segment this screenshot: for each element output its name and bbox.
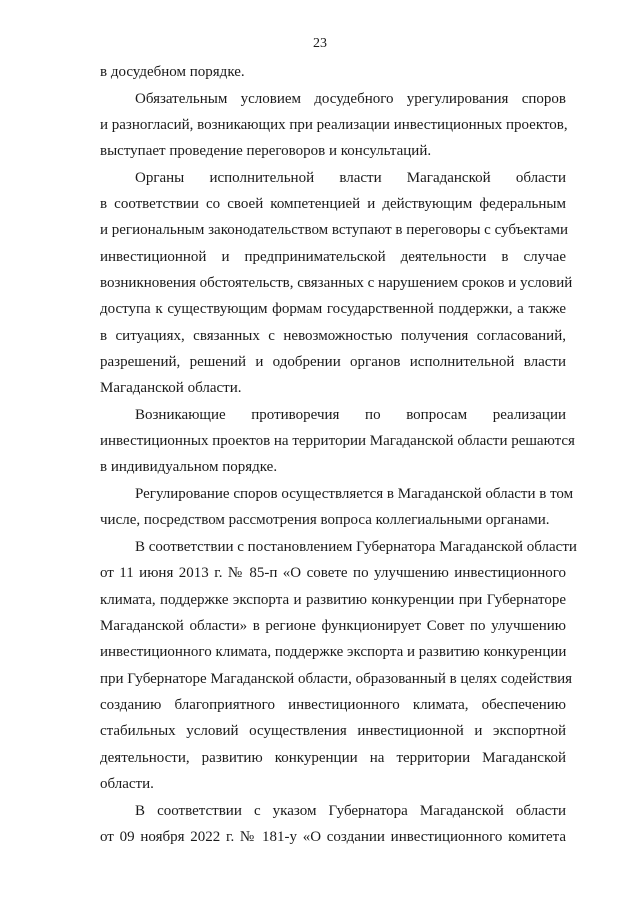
text-line: доступа к существующим формам государственной поддержки, а также [100, 301, 566, 317]
text-line: созданию благоприятного инвестиционного климата, обеспечению [100, 697, 566, 713]
text-line: Регулирование споров осуществляется в Магаданской области в том [135, 486, 574, 502]
text-line: климата, поддержке экспорта и развитию конкуренции при Губернаторе [100, 592, 566, 608]
text-line: инвестиционных проектов на территории Магаданской области решаются [100, 433, 575, 449]
text-line: области. [100, 776, 154, 792]
text-line: Магаданской области. [100, 380, 242, 396]
text-line: Возникающие противоречия по вопросам реализации [135, 407, 566, 423]
page-number: 23 [313, 36, 327, 51]
text-line: в ситуациях, связанных с невозможностью получения согласований, [100, 328, 566, 344]
text-line: возникновения обстоятельств, связанных с нарушением сроков и условий [100, 275, 573, 291]
text-line: в индивидуальном порядке. [100, 459, 278, 475]
text-line: от 11 июня 2013 г. № 85-п «О совете по улучшению инвестиционного [100, 565, 566, 581]
text-line: В соответствии с указом Губернатора Магаданской области [135, 803, 566, 819]
text-line: в досудебном порядке. [100, 64, 245, 80]
text-line: В соответствии с постановлением Губернатора Магаданской области [135, 539, 577, 555]
text-line: Магаданской области» в регионе функционирует Совет по улучшению [100, 618, 566, 634]
text-line: выступает проведение переговоров и консультаций. [100, 143, 432, 159]
text-line: и разногласий, возникающих при реализации инвестиционных проектов, [100, 117, 568, 133]
text-line: при Губернаторе Магаданской области, образованный в целях содействия [100, 671, 573, 687]
text-line: и региональным законодательством вступают в переговоры с субъектами [100, 222, 569, 238]
text-line: инвестиционной и предпринимательской деятельности в случае [100, 249, 566, 265]
text-line: от 09 ноября 2022 г. № 181-у «О создании инвестиционного комитета [100, 829, 566, 845]
text-line: в соответствии со своей компетенцией и действующим федеральным [100, 196, 566, 212]
text-line: инвестиционного климата, поддержке экспорта и развитию конкуренции [100, 644, 567, 660]
text-line: деятельности, развитию конкуренции на территории Магаданской [100, 750, 566, 766]
text-line: Органы исполнительной власти Магаданской области [135, 170, 566, 186]
text-line: числе, посредством рассмотрения вопроса коллегиальными органами. [100, 512, 550, 528]
text-line: Обязательным условием досудебного урегулирования споров [135, 91, 566, 107]
text-line: разрешений, решений и одобрении органов исполнительной власти [100, 354, 566, 370]
text-line: стабильных условий осуществления инвестиционной и экспортной [100, 723, 566, 739]
